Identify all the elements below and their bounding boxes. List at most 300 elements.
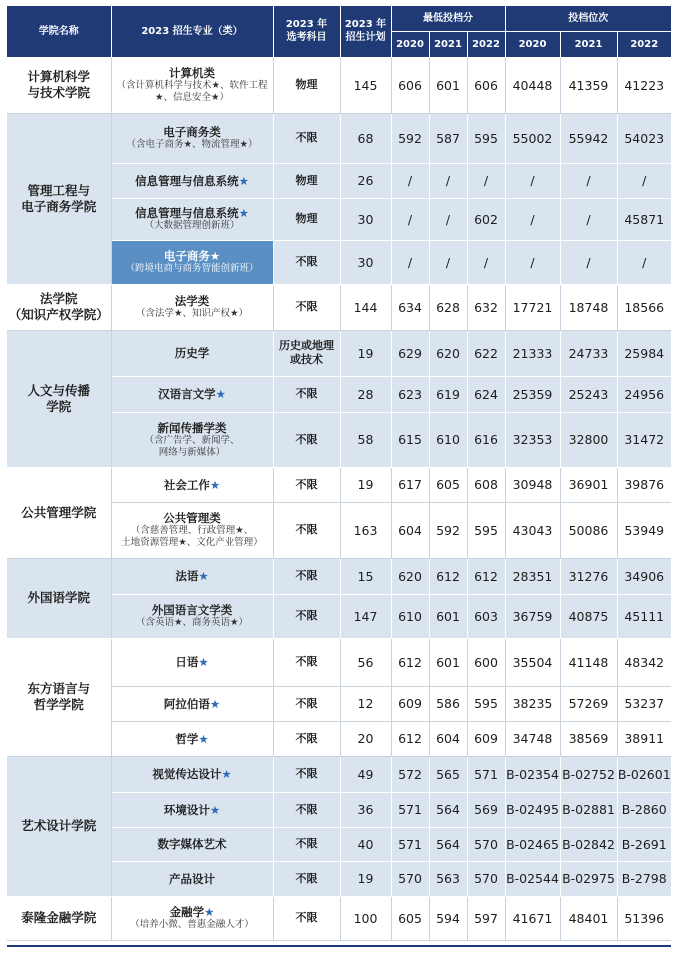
major-cell [111,721,273,756]
major-name: 哲学 [175,731,199,746]
subject-cell: 不限 [273,376,340,412]
major-name-wrap [112,387,273,401]
score-cell: 617 [391,467,429,502]
rank-cell: 48342 [617,638,671,686]
rank-cell: 40875 [560,594,617,638]
rank-cell: / [617,163,671,198]
subject-cell: 物理 [273,163,340,198]
plan-cell: 20 [340,721,391,756]
score-cell: / [467,163,505,198]
rank-cell: 25243 [560,376,617,412]
major-name-wrap [112,421,273,435]
major-name: 公共管理类 [163,511,221,525]
table-row [7,113,671,163]
score-cell: 569 [467,792,505,827]
header-plan-line1: 2023 年 [344,19,387,31]
header-subject-line1: 2023 年 [285,19,328,31]
table-row [7,57,671,113]
rank-cell: B-2860 [617,792,671,827]
college-cell [7,638,111,756]
major-cell [111,686,273,721]
rank-cell: 25984 [617,330,671,376]
major-subtitle: （跨境电商与商务智能创新班） [125,263,259,274]
score-cell: 605 [429,467,467,502]
score-cell: 609 [467,721,505,756]
table-row [7,756,671,792]
college-cell [7,896,111,940]
major-name: 产品设计 [169,871,215,886]
header-score-year: 2022 [467,31,505,57]
major-subtitle: （含计算机科学与技术★、软件工程★、信息安全★） [116,80,268,103]
score-cell: 570 [467,827,505,861]
major-name-wrap [112,66,273,80]
major-name: 阿拉伯语 [163,696,210,711]
header-rank: 投档位次 [505,6,671,31]
college-name-line: 与技术学院 [27,85,90,100]
major-name-wrap [112,905,273,919]
score-cell: 612 [467,558,505,594]
plan-cell: 36 [340,792,391,827]
rank-cell: 36901 [560,467,617,502]
plan-cell: 163 [340,502,391,558]
subject-cell: 不限 [273,721,340,756]
subject-cell: 不限 [273,467,340,502]
star-icon: ★ [209,249,221,263]
score-cell: 608 [467,467,505,502]
major-name: 法学类 [174,294,210,308]
major-subtitle: （含英语★、商务英语★） [135,617,249,628]
subject-cell: 不限 [273,412,340,467]
rank-cell: B-02465 [505,827,560,861]
score-cell: 571 [391,792,429,827]
major-subtitle: （大数据管理创新班） [144,220,240,231]
rank-cell: / [505,198,560,240]
major-name-wrap [112,125,273,139]
score-cell: 632 [467,284,505,330]
plan-cell: 19 [340,467,391,502]
major-name: 数字媒体艺术 [157,837,227,851]
major-name-wrap [112,655,273,669]
subject-cell: 不限 [273,861,340,896]
rank-cell: 31276 [560,558,617,594]
subject-cell: 不限 [273,502,340,558]
star-icon: ★ [215,387,226,401]
college-cell [7,57,111,113]
plan-cell: 100 [340,896,391,940]
major-subtitle-line: （含广告学、新闻学、 [144,434,240,446]
plan-cell: 19 [340,861,391,896]
score-cell: 612 [429,558,467,594]
header-subject [273,6,340,57]
rank-cell: 55002 [505,113,560,163]
rank-cell: 32353 [505,412,560,467]
header-rank-year: 2020 [505,31,560,57]
plan-cell: 26 [340,163,391,198]
score-cell: 564 [429,792,467,827]
college-name-line: 外国语学院 [27,590,90,605]
subject-cell: 不限 [273,284,340,330]
score-cell: 629 [391,330,429,376]
rank-cell: / [560,198,617,240]
score-cell: 587 [429,113,467,163]
major-name: 新闻传播学类 [157,420,227,435]
score-cell: 601 [429,57,467,113]
rank-cell: B-02354 [505,756,560,792]
table-row [7,896,671,940]
rank-cell: B-02881 [560,792,617,827]
score-cell: 609 [391,686,429,721]
rank-cell: 30948 [505,467,560,502]
rank-cell: 41359 [560,57,617,113]
major-name: 电子商务 [163,249,210,263]
score-cell: 634 [391,284,429,330]
rank-cell: 41671 [505,896,560,940]
major-name-wrap [112,511,273,525]
star-icon: ★ [221,767,232,781]
score-cell: 565 [429,756,467,792]
rank-cell: 31472 [617,412,671,467]
score-cell: 623 [391,376,429,412]
college-cell [7,756,111,896]
college-cell [7,467,111,558]
rank-cell: 39876 [617,467,671,502]
college-name-line: 计算机科学 [27,69,90,84]
subject-cell: 不限 [273,827,340,861]
rank-cell: / [617,240,671,284]
rank-cell: 24956 [617,376,671,412]
star-icon: ★ [209,802,221,817]
rank-cell: 50086 [560,502,617,558]
score-cell: 594 [429,896,467,940]
major-name-wrap [112,174,273,188]
major-subtitle-line: 土地资源管理★、文化产业管理） [121,537,263,548]
rank-cell: 54023 [617,113,671,163]
subject-cell: 不限 [273,896,340,940]
rank-cell: 48401 [560,896,617,940]
header-college: 学院名称 [7,6,111,57]
major-cell [111,113,273,163]
rank-cell: 38235 [505,686,560,721]
rank-cell: 38569 [560,721,617,756]
rank-cell: 53237 [617,686,671,721]
plan-cell: 68 [340,113,391,163]
rank-cell: 18566 [617,284,671,330]
table-row [7,467,671,502]
college-name-line: 学院 [46,398,72,414]
plan-cell: 145 [340,57,391,113]
score-cell: / [391,163,429,198]
rank-cell: B-02752 [560,756,617,792]
major-name-wrap [112,569,273,583]
rank-cell: 34748 [505,721,560,756]
score-cell: 620 [429,330,467,376]
score-cell: 602 [467,198,505,240]
score-cell: 564 [429,827,467,861]
plan-cell: 56 [340,638,391,686]
score-cell: 628 [429,284,467,330]
major-name-wrap [112,478,273,492]
rank-cell: 25359 [505,376,560,412]
major-name-wrap [112,249,273,263]
rank-cell: / [505,240,560,284]
major-name: 电子商务类 [163,125,221,139]
score-cell: 622 [467,330,505,376]
major-cell [111,284,273,330]
major-cell [111,792,273,827]
admission-table [7,6,671,941]
subject-cell: 不限 [273,638,340,686]
rank-cell: 28351 [505,558,560,594]
plan-cell: 147 [340,594,391,638]
college-cell [7,113,111,284]
major-cell [111,558,273,594]
rank-cell: 53949 [617,502,671,558]
table-header [7,6,671,57]
rank-cell: 35504 [505,638,560,686]
subject-cell: 物理 [273,57,340,113]
subject-line: 历史或地理 [279,339,334,352]
subject-cell: 不限 [273,113,340,163]
rank-cell: 45111 [617,594,671,638]
major-subtitle: （含电子商务★、物流管理★） [126,139,258,150]
rank-cell: 18748 [560,284,617,330]
score-cell: 595 [467,686,505,721]
major-cell [111,467,273,502]
score-cell: / [429,240,467,284]
college-name-line: 人文与传播 [27,382,90,398]
college-name-line: 管理工程与 [27,182,90,198]
college-name-line: 公共管理学院 [21,504,97,520]
rank-cell: 21333 [505,330,560,376]
header-plan-line2: 招生计划 [345,32,386,44]
score-cell: 612 [391,721,429,756]
major-name: 信息管理与信息系统 [135,206,239,220]
score-cell: 606 [391,57,429,113]
major-name: 计算机类 [169,66,215,80]
college-cell [7,558,111,638]
college-name-line: 哲学学院 [33,697,84,712]
major-subtitle-line: 网络与新媒体） [158,446,226,458]
plan-cell: 49 [340,756,391,792]
major-cell [111,896,273,940]
rank-cell: / [505,163,560,198]
rank-cell: 41223 [617,57,671,113]
rank-cell: 40448 [505,57,560,113]
score-cell: 570 [467,861,505,896]
table-row [7,330,671,376]
rank-cell: B-2691 [617,827,671,861]
subject-cell [273,330,340,376]
star-icon: ★ [209,696,221,711]
score-cell: 603 [467,594,505,638]
major-name-wrap [112,872,273,886]
major-cell [111,502,273,558]
major-cell [111,330,273,376]
major-name-wrap [112,346,273,360]
major-name: 汉语言文学 [158,387,216,401]
plan-cell: 30 [340,198,391,240]
major-name: 社会工作 [163,477,210,492]
score-cell: 572 [391,756,429,792]
rank-cell: 57269 [560,686,617,721]
subject-cell: 不限 [273,792,340,827]
header-min-score: 最低投档分 [391,6,505,31]
bottom-rule [7,945,671,947]
rank-cell: / [560,163,617,198]
major-name-wrap [112,767,273,781]
major-name-wrap [112,603,273,617]
score-cell: 604 [391,502,429,558]
score-cell: 620 [391,558,429,594]
major-cell [111,376,273,412]
major-cell [111,198,273,240]
major-name-wrap [112,697,273,711]
score-cell: 606 [467,57,505,113]
major-name-wrap [112,837,273,851]
star-icon: ★ [204,905,215,919]
major-name: 金融学 [169,905,205,919]
major-subtitle: （培养小微、普惠金融人才） [130,919,254,930]
rank-cell: / [560,240,617,284]
major-cell [111,638,273,686]
score-cell: 570 [391,861,429,896]
subject-cell: 不限 [273,594,340,638]
score-cell: 592 [429,502,467,558]
score-cell: 615 [391,412,429,467]
header-plan [340,6,391,57]
star-icon: ★ [238,173,249,188]
major-cell [111,861,273,896]
score-cell: / [429,198,467,240]
star-icon: ★ [198,655,209,669]
table-row [7,558,671,594]
header-rank-year: 2021 [560,31,617,57]
score-cell: 601 [429,638,467,686]
rank-cell: B-02842 [560,827,617,861]
rank-cell: 51396 [617,896,671,940]
college-cell [7,330,111,467]
header-score-year: 2020 [391,31,429,57]
score-cell: 563 [429,861,467,896]
score-cell: / [391,240,429,284]
plan-cell: 40 [340,827,391,861]
score-cell: 586 [429,686,467,721]
rank-cell: 55942 [560,113,617,163]
score-cell: 571 [467,756,505,792]
score-cell: / [429,163,467,198]
score-cell: / [391,198,429,240]
major-name: 信息管理与信息系统 [135,173,239,188]
rank-cell: 34906 [617,558,671,594]
college-name-line: （知识产权学院） [8,307,109,322]
star-icon: ★ [209,477,221,492]
score-cell: 610 [391,594,429,638]
subject-cell: 物理 [273,198,340,240]
score-cell: 612 [391,638,429,686]
rank-cell: B-02601 [617,756,671,792]
rank-cell: 45871 [617,198,671,240]
rank-cell: 24733 [560,330,617,376]
score-cell: 595 [467,113,505,163]
rank-cell: 36759 [505,594,560,638]
table-row [7,284,671,330]
plan-cell: 28 [340,376,391,412]
score-cell: 597 [467,896,505,940]
rank-cell: 43043 [505,502,560,558]
college-name-line: 东方语言与 [27,681,90,696]
subject-cell: 不限 [273,240,340,284]
major-name-wrap [112,803,273,817]
rank-cell: 38911 [617,721,671,756]
subject-cell: 不限 [273,558,340,594]
major-name: 视觉传达设计 [152,767,222,781]
score-cell: 605 [391,896,429,940]
major-name-wrap [112,206,273,220]
score-cell: 624 [467,376,505,412]
score-cell: 571 [391,827,429,861]
header-subject-line2: 选考科目 [286,32,327,44]
major-name: 日语 [175,655,199,669]
plan-cell: 144 [340,284,391,330]
major-name: 环境设计 [163,802,210,817]
score-cell: 616 [467,412,505,467]
rank-cell: B-2798 [617,861,671,896]
rank-cell: B-02544 [505,861,560,896]
major-name-wrap [112,294,273,308]
major-cell [111,756,273,792]
major-cell [111,412,273,467]
major-cell [111,827,273,861]
plan-cell: 58 [340,412,391,467]
score-cell: 601 [429,594,467,638]
header-score-year: 2021 [429,31,467,57]
major-subtitle-line: （含慈善管理、行政管理★、 [130,525,254,536]
major-cell [111,57,273,113]
table-body [7,57,671,940]
rank-cell: B-02495 [505,792,560,827]
rank-cell: 32800 [560,412,617,467]
plan-cell: 15 [340,558,391,594]
star-icon: ★ [198,731,209,746]
major-cell [111,594,273,638]
rank-cell: 17721 [505,284,560,330]
subject-cell: 不限 [273,756,340,792]
major-name: 法语 [175,569,199,583]
major-cell [111,163,273,198]
plan-cell: 12 [340,686,391,721]
score-cell: / [467,240,505,284]
college-name-line: 泰隆金融学院 [21,910,97,925]
header-major: 2023 招生专业（类） [111,6,273,57]
major-name: 历史学 [174,346,210,360]
score-cell: 619 [429,376,467,412]
subject-cell: 不限 [273,686,340,721]
star-icon: ★ [198,569,209,583]
college-cell [7,284,111,330]
major-cell [111,240,273,284]
star-icon: ★ [238,206,249,220]
major-subtitle: （含法学★、知识产权★） [135,308,249,319]
major-name: 外国语言文学类 [151,603,233,617]
rank-cell: B-02975 [560,861,617,896]
plan-cell: 30 [340,240,391,284]
score-cell: 610 [429,412,467,467]
college-name-line: 电子商务学院 [21,198,97,214]
table-row [7,638,671,686]
header-rank-year: 2022 [617,31,671,57]
score-cell: 592 [391,113,429,163]
rank-cell: 41148 [560,638,617,686]
